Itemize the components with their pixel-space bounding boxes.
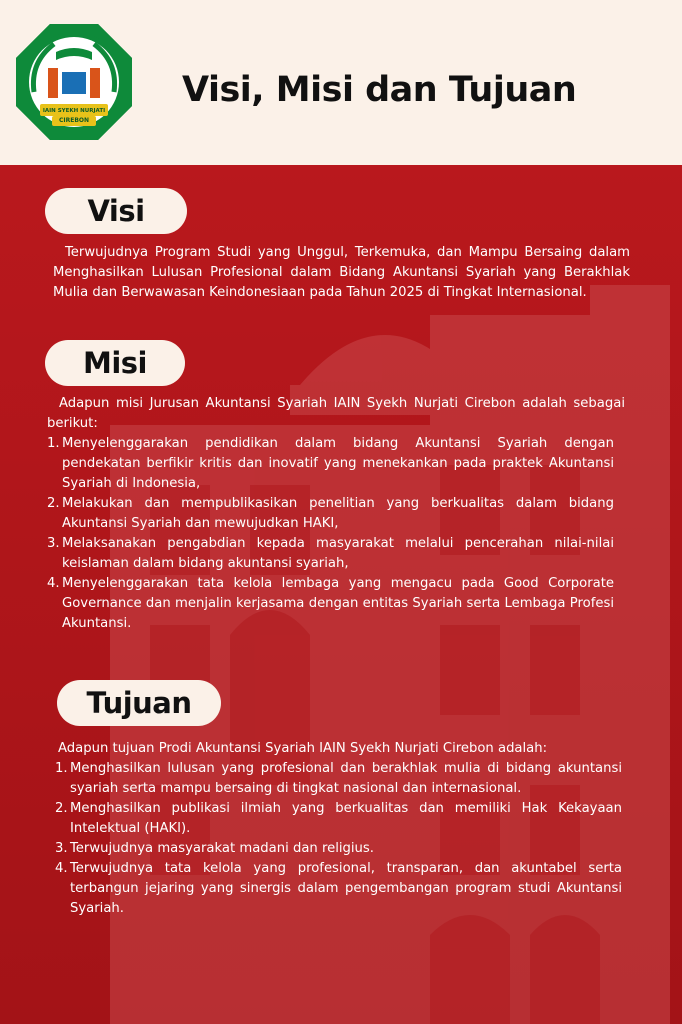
misi-heading: Misi: [45, 340, 185, 386]
list-item: 2. Melakukan dan mempublikasikan penelitian yang berkualitas dalam bidang Akuntansi Syariah dan mewujudkan HAKI,: [47, 496, 614, 531]
iain-logo: [8, 16, 140, 148]
tujuan-list: [55, 759, 622, 919]
svg-text:IAIN SYEKH NURJATI: IAIN SYEKH NURJATI: [42, 108, 106, 114]
list-item: 2. Menghasilkan publikasi ilmiah yang berkualitas dan memiliki Hak Kekayaan Intelektual (HAKI).: [55, 801, 622, 836]
visi-heading: Visi: [45, 188, 187, 234]
list-item: 3. Terwujudnya masyarakat madani dan religius.: [55, 841, 374, 856]
misi-list: [47, 434, 614, 634]
list-item: 1. Menyelenggarakan pendidikan dalam bidang Akuntansi Syariah dengan pendekatan berfikir kritis dan inovatif yang menekankan pada praktek Akuntansi Syariah di Indonesia,: [47, 436, 614, 491]
misi-intro: Adapun misi Jurusan Akuntansi Syariah IAIN Syekh Nurjati Cirebon adalah sebagai berikut:: [47, 396, 625, 431]
list-item: 1. Menghasilkan lulusan yang profesional dan berakhlak mulia di bidang akuntansi syariah serta mampu bersaing di tingkat nasional dan internasional.: [55, 761, 622, 796]
visi-text: Terwujudnya Program Studi yang Unggul, Terkemuka, dan Mampu Bersaing dalam Menghasilkan Lulusan Profesional dalam Bidang Akuntansi Syariah yang Berakhlak Mulia dan Berwawasan Keindonesiaan pada Tahun 2025 di Tingkat Internasional.: [53, 245, 630, 300]
list-item: 3. Melaksanakan pengabdian kepada masyarakat melalui pencerahan nilai-nilai keislaman dalam bidang akuntansi syariah,: [47, 536, 614, 571]
list-item: 4. Terwujudnya tata kelola yang profesional, transparan, dan akuntabel serta terbangun jejaring yang sinergis dalam pengembangan program studi Akuntansi Syariah.: [55, 861, 622, 916]
list-item: 4. Menyelenggarakan tata kelola lembaga yang mengacu pada Good Corporate Governance dan menjalin kerjasama dengan entitas Syariah serta Lembaga Profesi Akuntansi.: [47, 576, 614, 631]
tujuan-heading: Tujuan: [57, 680, 221, 726]
tujuan-intro: Adapun tujuan Prodi Akuntansi Syariah IAIN Syekh Nurjati Cirebon adalah:: [58, 741, 548, 756]
svg-text:CIREBON: CIREBON: [58, 117, 90, 124]
page-title: Visi, Misi dan Tujuan: [182, 70, 577, 110]
